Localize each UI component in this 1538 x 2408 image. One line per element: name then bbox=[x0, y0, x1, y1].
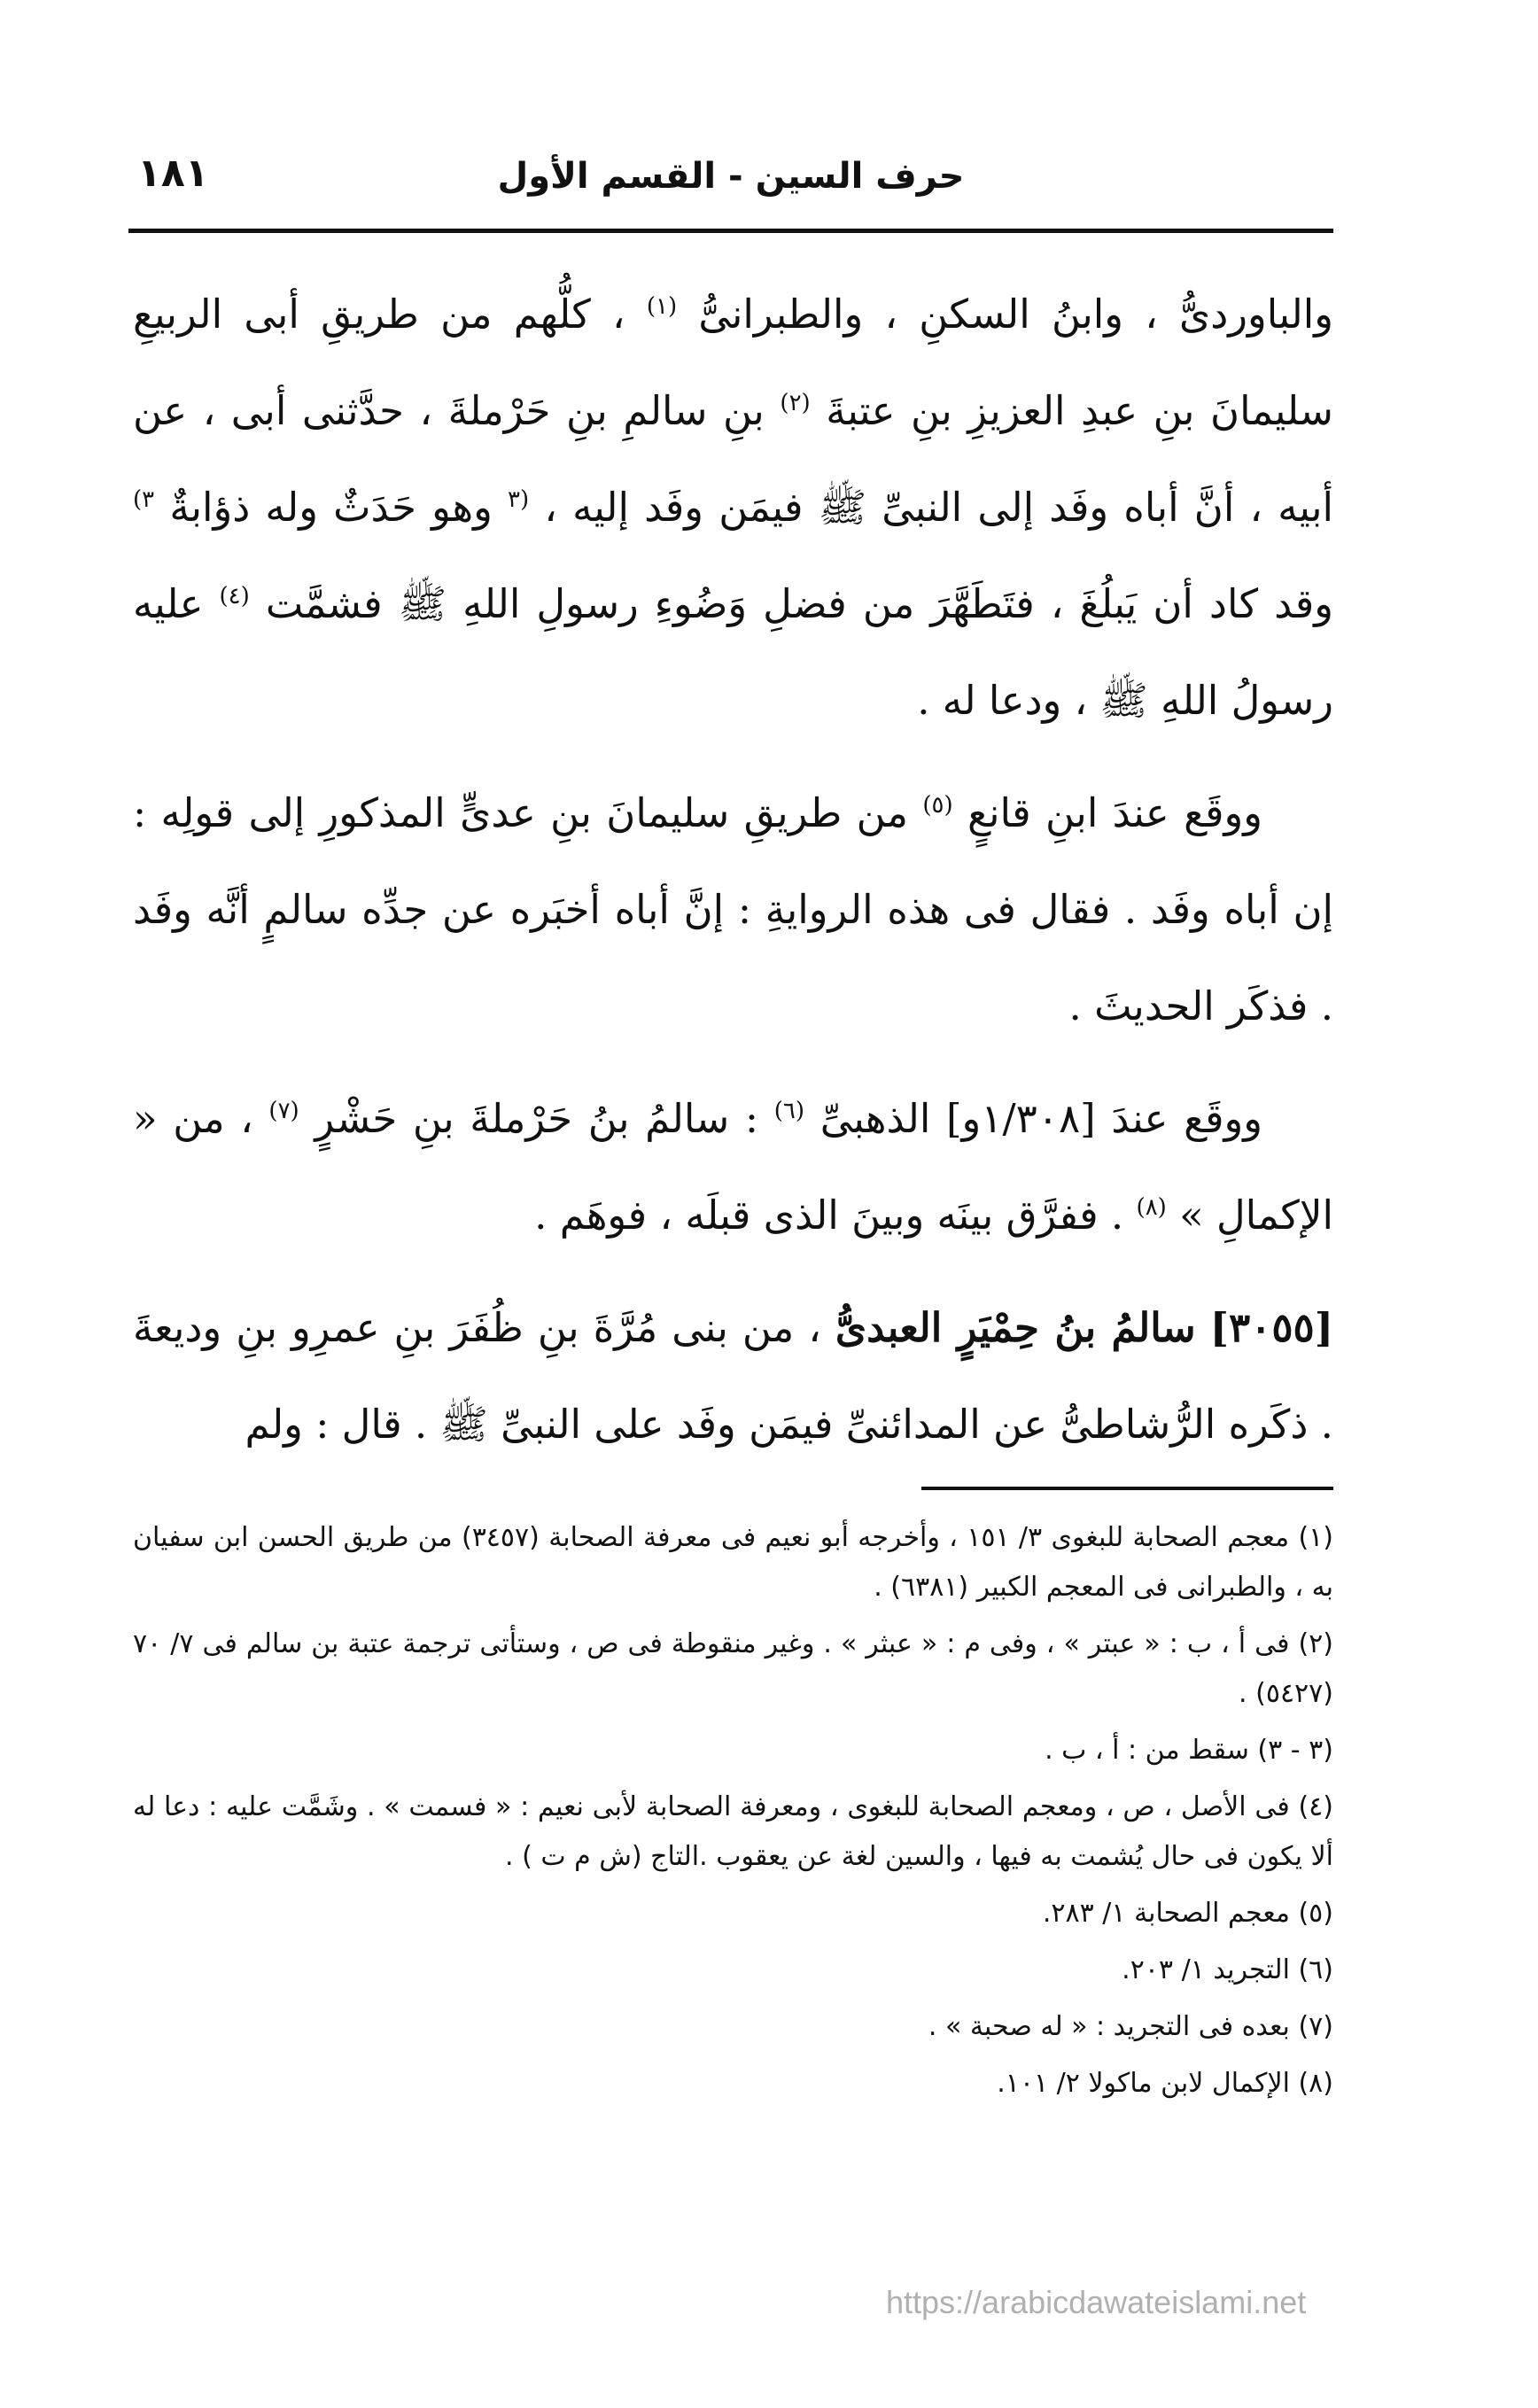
paragraph-2 bbox=[133, 765, 1333, 1054]
para2-text: من طريقِ سليمانَ بنِ عدىٍّ المذكورِ إلى قولِه : إن أباه وفَد . فقال فى هذه الروايةِ : إنَّ أباه أخبَره عن جدِّه سالمٍ أنَّه وفَد . فذكَر الحديثَ . bbox=[133, 789, 1333, 1029]
watermark: https://arabicdawateislami.net bbox=[886, 2284, 1307, 2320]
entry-name: سالمُ بنُ حِمْيَرٍ العبدىُّ bbox=[835, 1304, 1196, 1351]
para2-text: ووقَع عندَ ابنِ قانعٍ bbox=[967, 789, 1262, 836]
para1-text: بنِ سالمِ بنِ حَرْملةَ ، حدَّثنى أبى ، عن أبيه ، أنَّ أباه وفَد إلى النبىِّ ﷺ فيمَن وفَد إليه ، bbox=[133, 387, 1333, 531]
para1-text: والباوردىُّ ، وابنُ السكنِ ، والطبرانىُّ bbox=[698, 291, 1333, 338]
footnote-ref: ٣) bbox=[133, 486, 155, 513]
footnote-4: (٤) فى الأصل ، ص ، ومعجم الصحابة للبغوى ، ومعرفة الصحابة لأبى نعيم : « فسمت » . وشَمَّت عليه : دعا له ألا يكون فى حال يُشمت به فيها ، والسين لغة عن يعقوب .التاج (ش م ت ) . bbox=[133, 1791, 1333, 1872]
para1-text: وقد كاد أن يَبلُغَ ، فتَطَهَّرَ من فضلِ وَضُوءِ رسولِ اللهِ ﷺ فشمَّت bbox=[265, 580, 1334, 627]
footnote-6: (٦) التجريد ١/ ٢٠٣. bbox=[1122, 1954, 1333, 1985]
entry-3055 bbox=[133, 1279, 1333, 1472]
para1-text: وهو حَدَثٌ وله ذؤابةٌ bbox=[169, 484, 493, 531]
footnote-ref: (٦) bbox=[773, 1098, 805, 1124]
running-title: حرف السين - القسم الأول bbox=[497, 156, 965, 197]
footnote-ref: (٥) bbox=[922, 792, 953, 819]
footnote-3: (٣ - ٣) سقط من : أ ، ب . bbox=[1045, 1735, 1333, 1766]
footnote-ref: (٣ bbox=[508, 486, 530, 513]
para1-text: عليه رسولُ اللهِ ﷺ ، ودعا له . bbox=[133, 580, 1333, 724]
para3-text: ووقَع عندَ [١/٣٠٨و] الذهبىِّ bbox=[819, 1095, 1262, 1142]
footnote-rule bbox=[921, 1487, 1333, 1490]
footnote-7: (٧) بعده فى التجريد : « له صحبة » . bbox=[928, 2011, 1333, 2042]
footnotes bbox=[133, 1513, 1333, 2116]
footnote-ref: (١) bbox=[646, 293, 678, 320]
para3-text: : سالمُ بنُ حَرْملةَ بنِ حَشْرٍ bbox=[315, 1095, 759, 1142]
paragraph-1 bbox=[133, 266, 1333, 749]
footnote-ref: (٧) bbox=[268, 1098, 299, 1124]
para3-text: . ففرَّق بينَه وبينَ الذى قبلَه ، فوهَم . bbox=[534, 1192, 1124, 1239]
footnote-ref: (٤) bbox=[219, 583, 250, 610]
header-rule bbox=[128, 229, 1333, 233]
footnote-ref: (٢) bbox=[780, 390, 811, 416]
entry-number: [٣٠٥٥] bbox=[1209, 1304, 1333, 1351]
page-header bbox=[128, 151, 1333, 213]
footnote-2: (٢) فى أ ، ب : « عبتر » ، وفى م : « عبثر » . وغير منقوطة فى ص ، وستأتى ترجمة عتبة بن سالم فى ٧/ ٧٠ (٥٤٢٧) . bbox=[133, 1628, 1333, 1709]
paragraph-3 bbox=[133, 1070, 1333, 1263]
footnote-1: (١) معجم الصحابة للبغوى ٣/ ١٥١ ، وأخرجه أبو نعيم فى معرفة الصحابة (٣٤٥٧) من طريق الحسن ابن سفيان به ، والطبرانى فى المعجم الكبير (٦٣٨١) . bbox=[133, 1522, 1334, 1603]
page-number: ١٨١ bbox=[137, 151, 209, 196]
footnote-5: (٥) معجم الصحابة ١/ ٢٨٣. bbox=[1042, 1898, 1333, 1929]
footnote-ref: (٨) bbox=[1136, 1194, 1167, 1221]
para3-text: ، من « الإكمالِ » bbox=[133, 1095, 1333, 1239]
main-text bbox=[133, 266, 1333, 1488]
para1-text: ، كلُّهم من طريقِ أبى الربيعِ سليمانَ بنِ عبدِ العزيزِ بنِ عتبةَ bbox=[133, 291, 1333, 434]
footnote-8: (٨) الإكمال لابن ماكولا ٢/ ١٠١. bbox=[997, 2068, 1333, 2099]
entry-text: ، من بنى مُرَّةَ بنِ ظُفَرَ بنِ عمرِو بنِ وديعةَ . ذكَره الرُّشاطىُّ عن المدائنىِّ فيمَن وفَد على النبىِّ ﷺ . قال : ولم bbox=[133, 1304, 1333, 1448]
